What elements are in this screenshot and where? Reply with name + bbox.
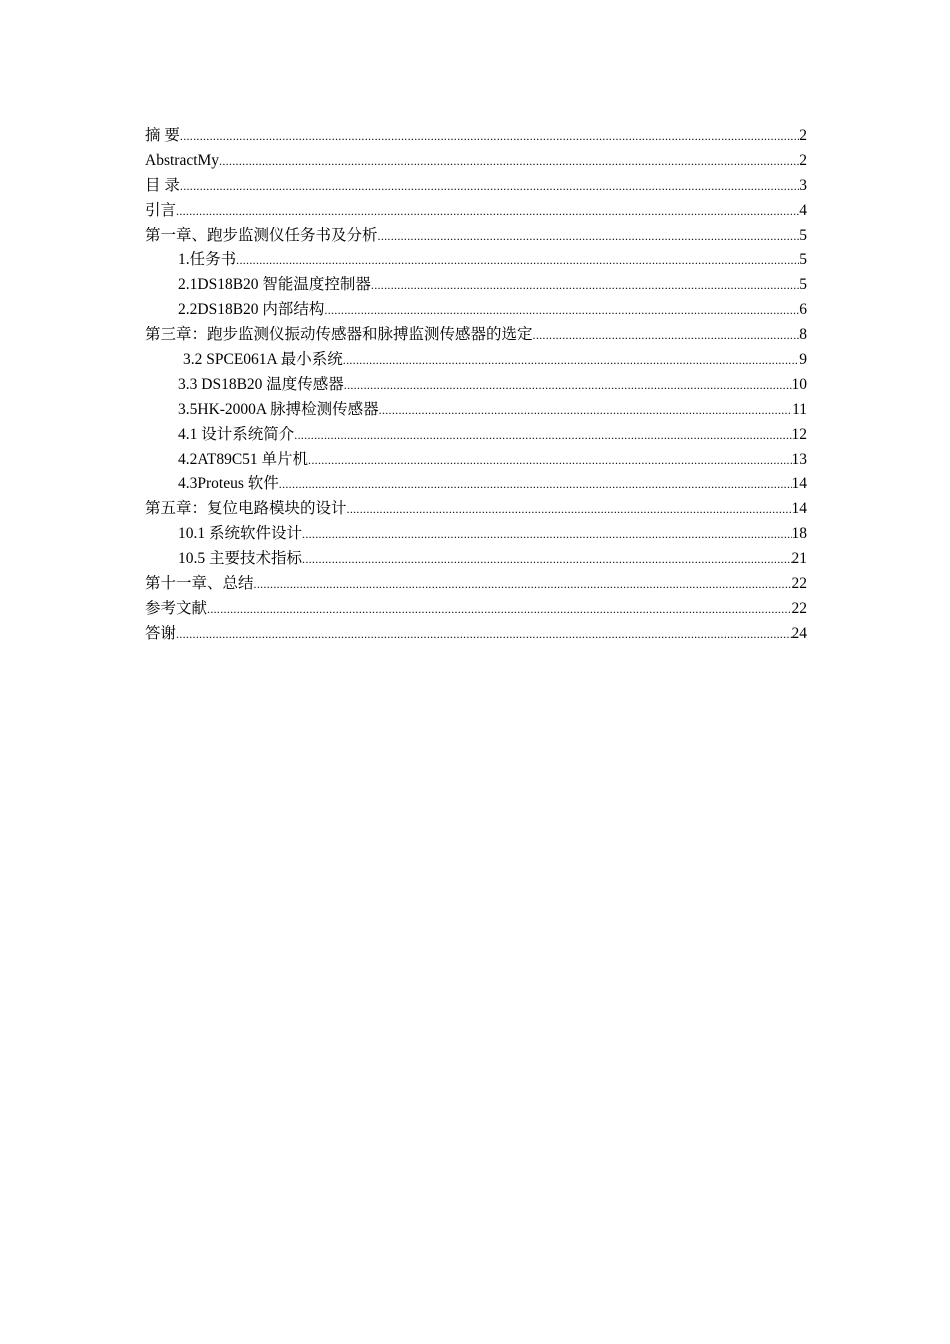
toc-leader-dots — [180, 130, 799, 142]
toc-entry-chapter-1[interactable] — [145, 224, 807, 249]
toc-entry-title: 4.3Proteus 软件 — [178, 475, 279, 493]
toc-entry-section-3-2[interactable] — [145, 348, 807, 373]
toc-entry-page: 22 — [791, 575, 807, 593]
toc-entry-page: 11 — [792, 400, 807, 418]
toc-entry-page: 18 — [791, 525, 807, 543]
toc-entry-title: 第五章：复位电路模块的设计 — [145, 500, 347, 518]
toc-entry-title: 引言 — [145, 201, 177, 219]
toc-entry-title: 4.1 设计系统简介 — [178, 425, 295, 443]
toc-entry-section-4-1[interactable] — [145, 423, 807, 448]
toc-entry-title: 3.5HK-2000A 脉搏检测传感器 — [178, 400, 379, 418]
toc-leader-dots — [308, 454, 791, 466]
toc-entry-chapter-11[interactable] — [145, 572, 807, 597]
toc-entry-chapter-5[interactable] — [145, 497, 807, 522]
toc-leader-dots — [302, 528, 791, 540]
toc-leader-dots — [378, 230, 800, 242]
toc-entry-title: 3.2 SPCE061A 最小系统 — [183, 351, 343, 369]
toc-leader-dots — [344, 379, 792, 391]
toc-entry-abstract-cn[interactable] — [145, 124, 807, 149]
toc-entry-chapter-3[interactable] — [145, 323, 807, 348]
toc-entry-page: 14 — [791, 500, 807, 518]
toc-entry-references[interactable] — [145, 597, 807, 622]
toc-leader-dots — [180, 180, 799, 192]
toc-entry-page: 5 — [799, 251, 807, 269]
toc-entry-section-2-1[interactable] — [145, 273, 807, 298]
toc-entry-page: 21 — [791, 550, 807, 568]
toc-entry-title: 10.5 主要技术指标 — [178, 550, 303, 568]
toc-entry-page: 24 — [791, 624, 807, 642]
toc-leader-dots — [379, 404, 792, 416]
toc-entry-acknowledgements[interactable] — [145, 622, 807, 647]
toc-entry-contents[interactable] — [145, 174, 807, 199]
toc-entry-section-3-3[interactable] — [145, 373, 807, 398]
toc-entry-page: 3 — [799, 176, 807, 194]
toc-entry-introduction[interactable] — [145, 199, 807, 224]
toc-entry-title: 第十一章、总结 — [145, 575, 254, 593]
toc-entry-page: 5 — [799, 276, 807, 294]
toc-leader-dots — [236, 254, 799, 266]
toc-entry-title: 目 录 — [145, 176, 180, 194]
toc-leader-dots — [324, 304, 799, 316]
toc-entry-page: 13 — [791, 450, 807, 468]
toc-leader-dots — [371, 279, 799, 291]
toc-entry-page: 12 — [791, 425, 807, 443]
toc-leader-dots — [343, 354, 799, 366]
table-of-contents — [145, 124, 807, 647]
toc-leader-dots — [294, 429, 791, 441]
toc-entry-title: AbstractMy — [145, 151, 220, 169]
toc-leader-dots — [219, 155, 799, 167]
toc-entry-page: 22 — [791, 599, 807, 617]
toc-entry-title: 4.2AT89C51 单片机 — [178, 450, 309, 468]
toc-leader-dots — [176, 205, 799, 217]
toc-entry-page: 9 — [799, 351, 807, 369]
toc-entry-page: 2 — [799, 127, 807, 144]
toc-leader-dots — [279, 478, 792, 490]
toc-leader-dots — [347, 503, 792, 515]
toc-entry-section-2-2[interactable] — [145, 298, 807, 323]
toc-entry-section-3-5[interactable] — [145, 398, 807, 423]
toc-entry-title: 参考文献 — [145, 599, 208, 617]
toc-entry-page: 8 — [799, 326, 807, 344]
toc-entry-section-4-2[interactable] — [145, 448, 807, 473]
toc-entry-page: 5 — [799, 226, 807, 244]
toc-entry-page: 14 — [791, 475, 807, 493]
toc-entry-title: 1.任务书 — [178, 251, 237, 269]
toc-entry-title: 第一章、跑步监测仪任务书及分析 — [145, 226, 378, 244]
toc-entry-abstract-en[interactable] — [145, 149, 807, 174]
toc-entry-title: 答谢 — [145, 624, 177, 642]
toc-entry-page: 2 — [799, 151, 807, 169]
toc-leader-dots — [302, 553, 791, 565]
toc-leader-dots — [207, 603, 791, 615]
toc-leader-dots — [254, 578, 792, 590]
toc-entry-section-1[interactable] — [145, 248, 807, 273]
toc-leader-dots — [533, 329, 800, 341]
toc-entry-page: 6 — [799, 301, 807, 319]
toc-entry-section-4-3[interactable] — [145, 472, 807, 497]
toc-entry-title: 第三章：跑步监测仪振动传感器和脉搏监测传感器的选定 — [145, 326, 533, 344]
toc-entry-title: 摘 要 — [145, 127, 180, 144]
toc-entry-title: 2.1DS18B20 智能温度控制器 — [178, 276, 371, 294]
toc-entry-page: 10 — [791, 375, 807, 393]
toc-entry-section-10-5[interactable] — [145, 547, 807, 572]
toc-leader-dots — [176, 628, 791, 640]
toc-entry-page: 4 — [799, 201, 807, 219]
toc-entry-title: 3.3 DS18B20 温度传感器 — [178, 375, 344, 393]
toc-entry-title: 2.2DS18B20 内部结构 — [178, 301, 325, 319]
toc-entry-title: 10.1 系统软件设计 — [178, 525, 303, 543]
toc-entry-section-10-1[interactable] — [145, 522, 807, 547]
